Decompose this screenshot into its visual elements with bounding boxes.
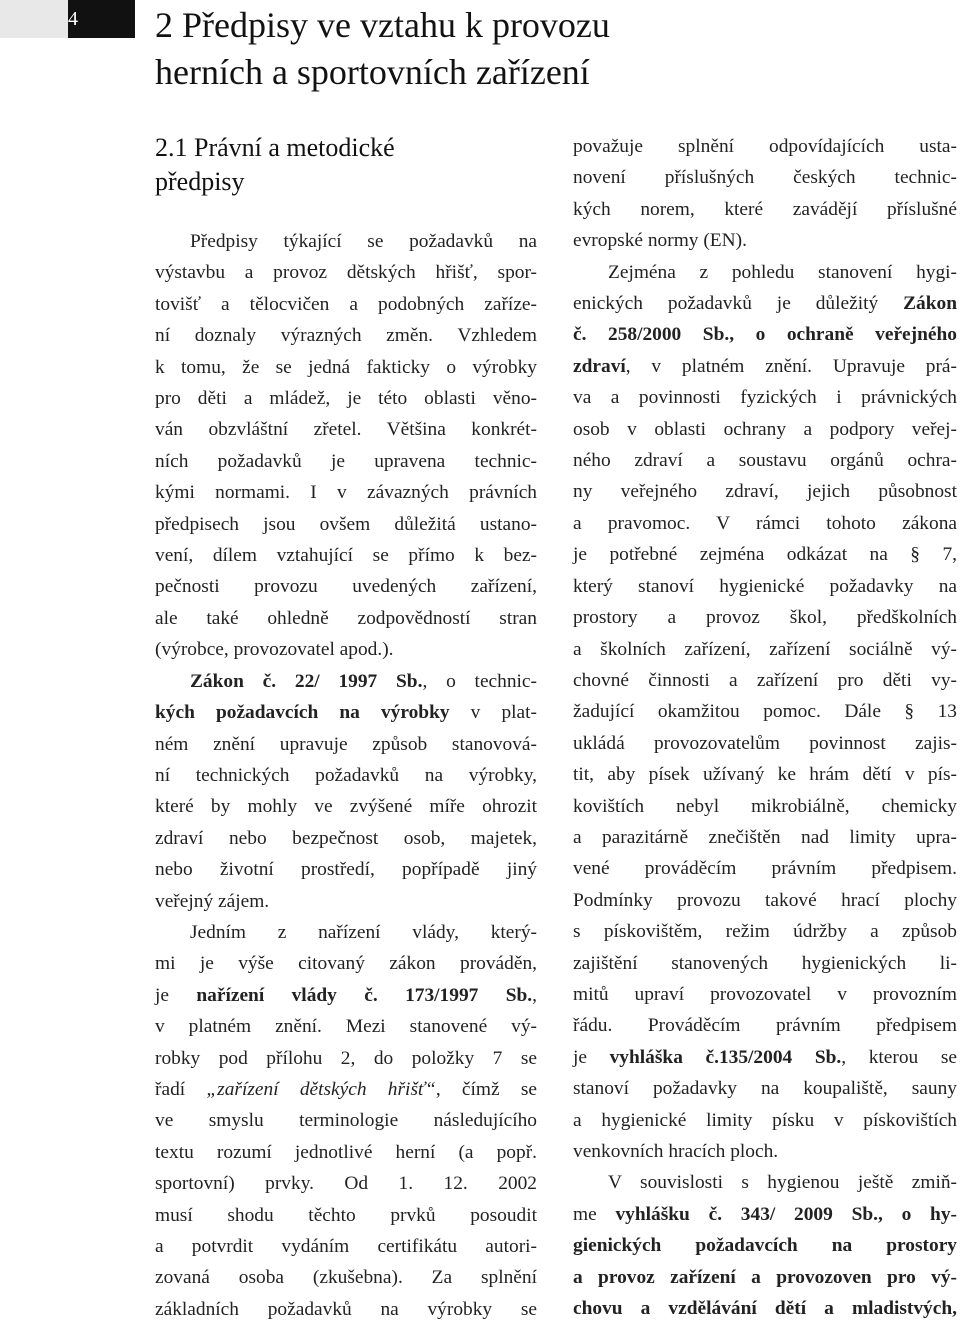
text-line: a parazitárně znečištěn nad limity upra- [573, 826, 957, 848]
text-line: základních požadavků na výrobky se [155, 1298, 537, 1320]
text-line: kých norem, které zavádějí příslušné [573, 198, 957, 220]
law-title: zdraví [573, 355, 626, 377]
text-line: zdraví nebo bezpečnost osob, majetek, [155, 827, 537, 849]
text-line: které by mohly ve zvýšené míře ohrozit [155, 796, 537, 818]
text-line: zovaná osoba (zkušebna). Za splnění [155, 1267, 537, 1289]
text-line: řadí „zařízení dětských hřišť“, čímž se [155, 1078, 537, 1100]
text-line: V souvislosti s hygienou ještě zmiň- [608, 1172, 957, 1194]
text-line: mi je výše citovaný zákon prováděn, [155, 953, 537, 975]
text-line: me vyhlášku č. 343/ 2009 Sb., o hy- [573, 1203, 957, 1225]
text-line: venkovních hracích ploch. [573, 1141, 779, 1162]
text-line: kovištích nebyl mikrobiálně, chemicky [573, 795, 957, 817]
text-line: osob v oblasti ochrany a podpory veřej- [573, 418, 957, 440]
text-line: zdraví, v platném znění. Upravuje prá- [573, 355, 957, 377]
paragraph-zakon-258-2000 [573, 257, 957, 1168]
left-column [155, 226, 537, 1325]
text-line: ny veřejného zdraví, jejich působnost [573, 481, 957, 503]
law-reference: Zákon č. 22/ 1997 Sb. [190, 670, 423, 692]
chapter-title [155, 2, 945, 96]
text-line: Jedním z nařízení vlády, který- [190, 921, 537, 943]
text-line [573, 1230, 957, 1261]
text-line: v platném znění. Mezi stanovené vý- [155, 1016, 537, 1038]
text-line: výstavbu a provoz dětských hřišť, spor- [155, 262, 537, 284]
text-line: ních požadavků je upravena technic- [155, 450, 537, 472]
text-line: Podmínky provozu takové hrací plochy [573, 889, 957, 911]
paragraph-continued [573, 131, 957, 257]
decree-title: chovu a vzdělávání dětí a mladistvých, [573, 1298, 957, 1320]
text-line: pečnosti provozu uvedených zařízení, [155, 576, 537, 598]
text-line: enických požadavků je důležitý Zákon [573, 293, 957, 315]
paragraph-vyhlaska-343-2009 [573, 1167, 957, 1324]
text-line: pro děti a mládež, je této oblasti věno- [155, 388, 537, 410]
text-line: va a povinnosti fyzických i právnických [573, 387, 957, 409]
text-line: textu rozumí jednotlivé herní (a popř. [155, 1141, 537, 1163]
text-line: a pravomoc. V rámci tohoto zákona [573, 512, 957, 534]
text-line: tovišť a tělocvičen a podobných zaříze- [155, 293, 537, 315]
text-line: ukládá provozovatelům povinnost zajis- [573, 732, 957, 754]
law-title: kých požadavcích na výrobky [155, 702, 450, 724]
decree-reference: vyhlášku č. 343/ 2009 Sb., o hy- [615, 1203, 957, 1225]
text-line: (výrobce, provozovatel apod.). [155, 639, 394, 661]
text-line [573, 1262, 957, 1293]
text-line: kými normami. I v závazných právních [155, 482, 537, 504]
text-line [573, 319, 957, 350]
text-line: s pískovištěm, režim údržby a způsob [573, 921, 957, 943]
chapter-title-line-2: herních a sportovních zařízení [155, 52, 590, 92]
text-line: ale také ohledně zodpovědností stran [155, 607, 537, 629]
text-line: řádu. Prováděcím právním předpisem [573, 1015, 957, 1037]
paragraph-narizeni-vlady [155, 917, 537, 1325]
text-line: prostory a provoz škol, předškolních [573, 607, 957, 629]
text-line: stanoví požadavky na koupaliště, sauny [573, 1078, 957, 1100]
text-line: považuje splnění odpovídajících usta- [573, 136, 957, 157]
text-line: a potvrdit vydáním certifikátu autori- [155, 1236, 537, 1257]
decree-title: gienických požadavcích na prostory [573, 1235, 957, 1257]
text-line: Zejména z pohledu stanovení hygi- [608, 261, 957, 283]
text-line: novení příslušných českých technic- [573, 167, 957, 189]
section-title [155, 131, 545, 199]
decree-title: a provoz zařízení a provozoven pro vý- [573, 1266, 957, 1288]
text-line: k tomu, že se jedná fakticky o výrobky [155, 356, 537, 378]
text-line: je nařízení vlády č. 173/1997 Sb., [155, 984, 537, 1006]
text-line: je vyhláška č.135/2004 Sb., kterou se [573, 1046, 958, 1068]
law-reference: Zákon [903, 293, 957, 315]
text-line: ném znění upravuje způsob stanovová- [155, 733, 537, 755]
text-line: evropské normy (EN). [573, 230, 747, 252]
text-line: nebo životní prostředí, popřípadě jiný [155, 859, 537, 881]
text-line: a školních zařízení, zařízení sociálně vý- [573, 638, 957, 660]
text-line: předpisech jsou ovšem důležitá ustano- [155, 513, 537, 535]
text-line: ve smyslu terminologie následujícího [155, 1110, 537, 1132]
text-line: vené prováděcím právním předpisem. [573, 858, 957, 880]
text-line: ní technických požadavků na výrobky, [155, 764, 537, 786]
text-line: musí shodu těchto prvků posoudit [155, 1204, 537, 1226]
paragraph-intro [155, 226, 537, 666]
regulation-reference: nařízení vlády č. 173/1997 Sb. [196, 984, 533, 1006]
text-line: mitů upraví provozovatel v provozním [573, 983, 957, 1005]
text-line [573, 1293, 957, 1324]
quoted-term: „zařízení dětských hřišť“ [206, 1078, 436, 1100]
law-title: , o ochraně veřejného [729, 324, 957, 346]
text-line: ván obzvláštní zřetel. Většina konkrét- [155, 419, 537, 441]
text-line: vení, dílem vztahující se přímo k bez- [155, 545, 537, 567]
text-line: který stanoví hygienické požadavky na [573, 575, 957, 597]
decree-reference: vyhláška č.135/2004 Sb. [609, 1046, 842, 1068]
text-line: a hygienické limity písku v pískovištích [573, 1109, 957, 1131]
text-line: ní doznaly výrazných změn. Vzhledem [155, 325, 537, 347]
text-line: tit, aby písek užívaný ke hrám dětí v pís- [573, 764, 957, 786]
text-line: Předpisy týkající se požadavků na [190, 231, 537, 252]
text-line: ného zdraví a soustavu orgánů ochra- [573, 450, 957, 472]
text-line: kých požadavcích na výrobky v plat- [155, 702, 537, 724]
text-line: zajištění stanovených hygienických li- [573, 952, 957, 974]
text-line: robky pod přílohu 2, do položky 7 se [155, 1047, 537, 1069]
text-line: chovné činnosti a zařízení pro děti vy- [573, 669, 957, 691]
text-line: veřejný zájem. [155, 890, 270, 912]
law-reference: č. 258/2000 Sb. [573, 324, 730, 346]
paragraph-zakon-22-1997 [155, 666, 537, 917]
page-number: 4 [68, 8, 78, 30]
section-title-line-2: předpisy [155, 167, 245, 196]
right-column [573, 131, 957, 1324]
page-number-box [68, 0, 135, 38]
section-title-line-1: 2.1 Právní a metodické [155, 133, 395, 162]
text-line: sportovní) prvky. Od 1. 12. 2002 [155, 1173, 537, 1195]
text-line: žadující okamžitou pomoc. Dále § 13 [573, 701, 957, 723]
text-line: je potřebné zejména odkázat na § 7, [573, 544, 957, 566]
text-line: Zákon č. 22/ 1997 Sb., o technic- [190, 670, 537, 692]
chapter-title-line-1: 2 Předpisy ve vztahu k provozu [155, 5, 610, 45]
